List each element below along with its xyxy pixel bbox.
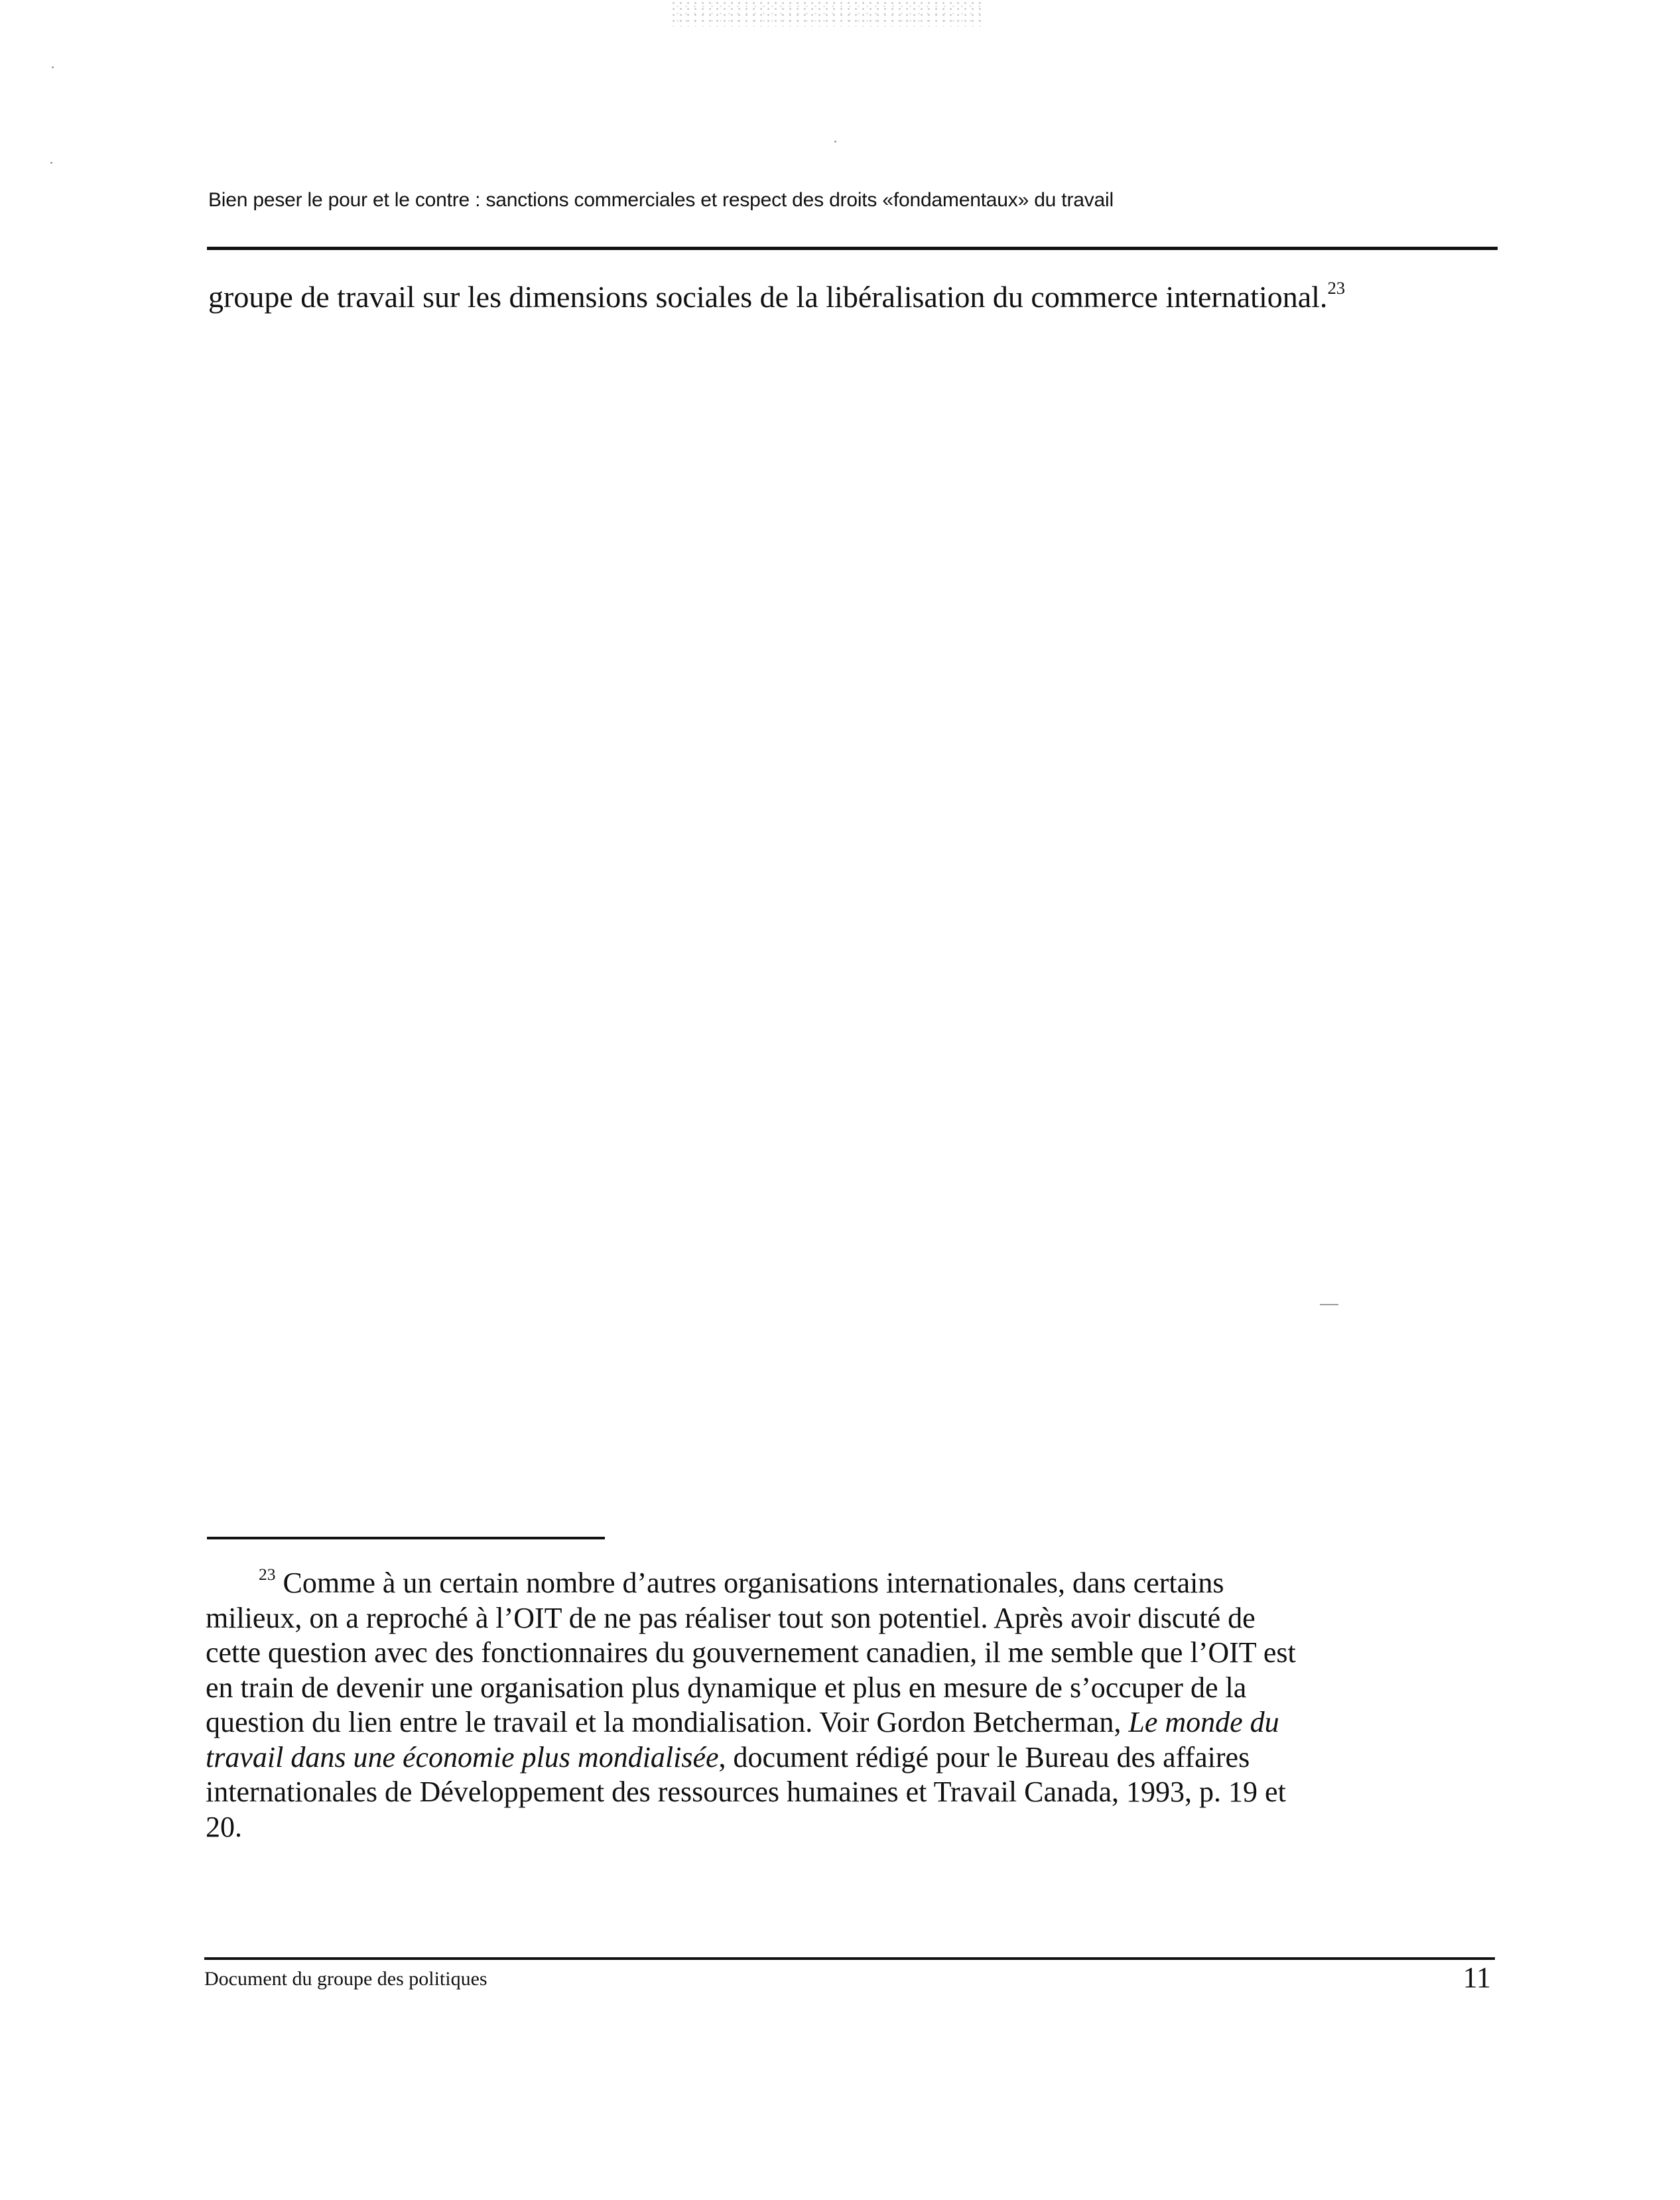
footnote-marker: 23: [259, 1564, 276, 1584]
footnote-line: en train de devenir une organisation plus dynamique et plus en mesure de s’occuper de la: [206, 1671, 1247, 1704]
footnote-separator: [207, 1537, 605, 1539]
body-paragraph-text: groupe de travail sur les dimensions sociales de la libéralisation du commerce international.: [208, 280, 1328, 314]
scan-speck: [52, 66, 54, 68]
footnote-line: travail dans une économie plus mondialisée, document rédigé pour le Bureau des affaires: [206, 1740, 1250, 1774]
footnote-line: question du lien entre le travail et la mondialisation. Voir Gordon Betcherman, Le monde du: [206, 1706, 1279, 1738]
footnote-line: cette question avec des fonctionnaires du gouvernement canadien, il me semble que l’OIT est: [206, 1636, 1296, 1669]
footnote-reference[interactable]: 23: [1327, 278, 1346, 298]
scan-artifact: [670, 0, 982, 27]
footnote: [206, 1566, 1499, 1844]
running-header: Bien peser le pour et le contre : sanctions commerciales et respect des droits «fondamentaux» du travail: [208, 189, 1114, 211]
cited-title: Le monde du: [1128, 1706, 1279, 1738]
footnote-line: 20.: [206, 1810, 242, 1843]
footnote-line: $^{23}$ Comme à un certain nombre d’autres organisations internationales, dans certains: [259, 1564, 1224, 1599]
footnote-line: milieux, on a reproché à l’OIT de ne pas réaliser tout son potentiel. Après avoir discuté de: [206, 1601, 1256, 1634]
footnote-line: internationales de Développement des ressources humaines et Travail Canada, 1993, p. 19 et: [206, 1776, 1286, 1808]
scan-speck: [834, 141, 836, 143]
scan-speck: [1320, 1304, 1338, 1305]
footer-rule: [204, 1957, 1495, 1960]
cited-title: travail dans une économie plus mondialisée: [206, 1740, 719, 1774]
header-rule: [207, 247, 1498, 250]
body-paragraph: [208, 277, 1502, 317]
scan-speck: [50, 162, 52, 164]
footer-document-label: Document du groupe des politiques: [204, 1968, 487, 1990]
page-number: 11: [1462, 1961, 1491, 1994]
